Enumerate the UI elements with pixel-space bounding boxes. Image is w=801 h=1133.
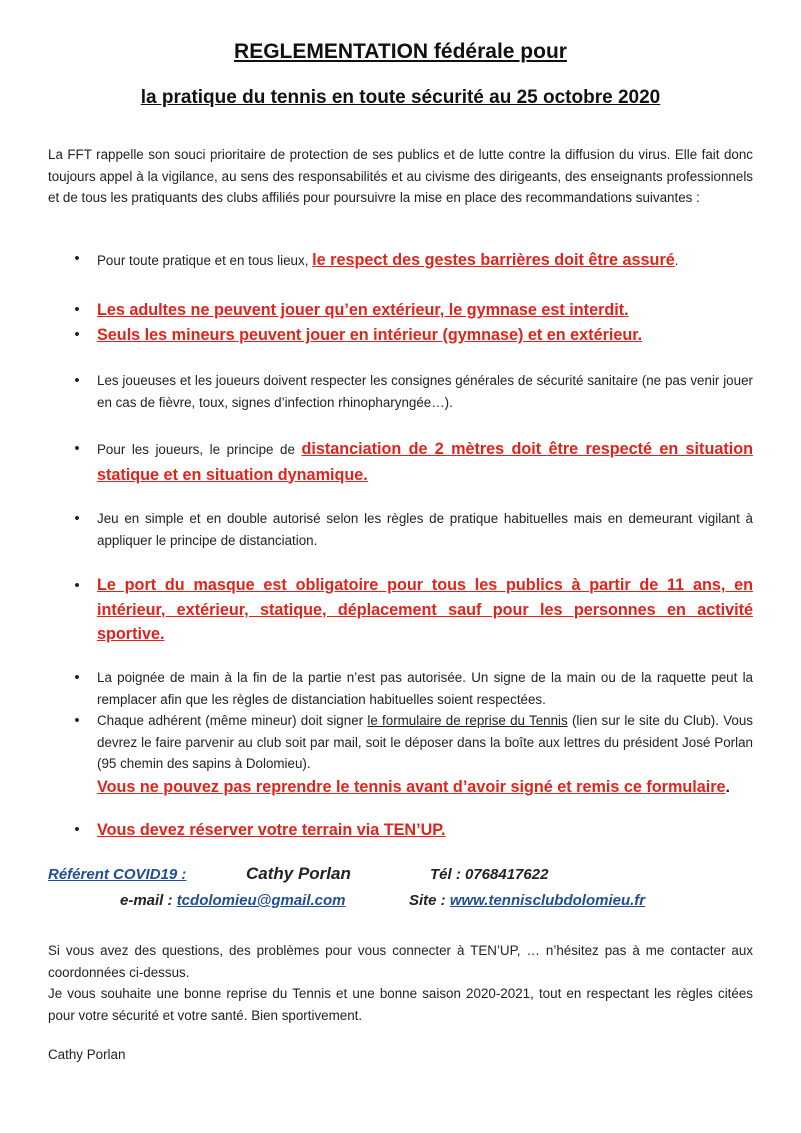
bullet-red-text: Vous devez réserver votre terrain via TEN’UP. xyxy=(97,821,446,839)
bullet-dot: • xyxy=(74,577,80,594)
referent-name: Cathy Porlan xyxy=(246,864,351,883)
bullet-red-text: le respect des gestes barrières doit être assuré xyxy=(312,251,675,269)
bullet-dot: • xyxy=(74,301,80,318)
referent-tel: Tél : 0768417622 xyxy=(430,866,549,883)
bullet-end: . xyxy=(674,253,679,268)
bullet-dot: • xyxy=(74,372,80,389)
bullet-red-text: Les adultes ne peuvent jouer qu’en extérieur, le gymnase est interdit. xyxy=(97,301,629,319)
closing-paragraph-questions: Si vous avez des questions, des problèmes pour vous connecter à TEN’UP, … n’hésitez pas à me contacter aux coordonnées ci-dessus. xyxy=(48,943,753,980)
bullet-red-text: distanciation de 2 mètres doit être respecté en situation statique et en situation dynamique. xyxy=(97,440,753,484)
bullet-red-text: Vous ne pouvez pas reprendre le tennis avant d’avoir signé et remis ce formulaire xyxy=(97,777,726,796)
bullet-adultes xyxy=(97,298,753,323)
signature: Cathy Porlan xyxy=(48,1047,126,1062)
bullet-red-text: Seuls les mineurs peuvent jouer en intérieur (gymnase) et en extérieur. xyxy=(97,326,643,344)
email-link[interactable]: tcdolomieu@gmail.com xyxy=(176,892,346,909)
site-line xyxy=(409,892,645,909)
bullet-poignee-main: La poignée de main à la fin de la partie n’est pas autorisée. Un signe de la main ou de la raquette peut la remplacer afin que les règles de distanciation habituelles soient respectées. xyxy=(97,670,753,707)
intro-paragraph: La FFT rappelle son souci prioritaire de protection de ses publics et de lutte contre la diffusion du virus. Elle fait donc toujours appel à la vigilance, au sens des responsabilités et au civisme des dirigeants, des enseignants professionnels et de tous les pratiquants des clubs affiliés pour poursuivre la mise en place des recommandations suivantes : xyxy=(48,147,753,205)
bullet-text: Pour les joueurs, le principe de xyxy=(97,442,302,457)
bullet-gestes-barrieres xyxy=(97,248,753,273)
bullet-red-text: Le port du masque est obligatoire pour tous les publics à partir de 11 ans, en intérieur, extérieur, statique, déplacement sauf pour les personnes en activité sportive. xyxy=(97,576,753,643)
site-label: Site : xyxy=(409,892,450,909)
document-title: REGLEMENTATION fédérale pour xyxy=(234,40,567,63)
bullet-mineurs xyxy=(97,323,753,348)
bullet-dot: • xyxy=(74,821,80,838)
bullet-dot: • xyxy=(74,510,80,527)
bullet-dot: • xyxy=(74,326,80,343)
bullet-consignes: Les joueuses et les joueurs doivent respecter les consignes générales de sécurité sanitaire (ne pas venir jouer en cas de fièvre, toux, signes d’infection rhinopharyngée…). xyxy=(97,373,753,410)
bullet-dot: • xyxy=(74,712,80,729)
formulaire-link[interactable]: le formulaire de reprise du Tennis xyxy=(367,713,568,728)
email-line xyxy=(120,892,346,909)
bullet-jeu-simple-double: Jeu en simple et en double autorisé selon les règles de pratique habituelles mais en demeurant vigilant à appliquer le principe de distanciation. xyxy=(97,511,753,548)
bullet-text: Pour toute pratique et en tous lieux, xyxy=(97,253,313,268)
email-label: e-mail : xyxy=(120,892,177,909)
closing-paragraph-wishes: Je vous souhaite une bonne reprise du Tennis et une bonne saison 2020-2021, tout en respectant les règles citées pour votre sécurité et votre santé. Bien sportivement. xyxy=(48,986,753,1023)
referent-label: Référent COVID19 : xyxy=(48,866,187,883)
bullet-tenup xyxy=(97,818,753,843)
bullet-formulaire xyxy=(97,710,753,799)
bullet-text: (lien sur le site du Club). Vous devrez le faire parvenir au club soit par mail, soit le déposer dans la boîte aux lettres du président José Porlan (95 chemin des sapins à Dolomieu). xyxy=(97,713,753,771)
bullet-text: Chaque adhérent (même mineur) doit signer xyxy=(97,713,368,728)
bullet-masque xyxy=(97,573,753,647)
bullet-end: . xyxy=(725,778,730,796)
bullet-distanciation xyxy=(97,437,753,488)
site-link[interactable]: www.tennisclubdolomieu.fr xyxy=(449,892,646,909)
bullet-dot: • xyxy=(74,250,80,267)
document-subtitle: la pratique du tennis en toute sécurité au 25 octobre 2020 xyxy=(140,87,661,108)
bullet-dot: • xyxy=(74,669,80,686)
bullet-dot: • xyxy=(74,440,80,457)
